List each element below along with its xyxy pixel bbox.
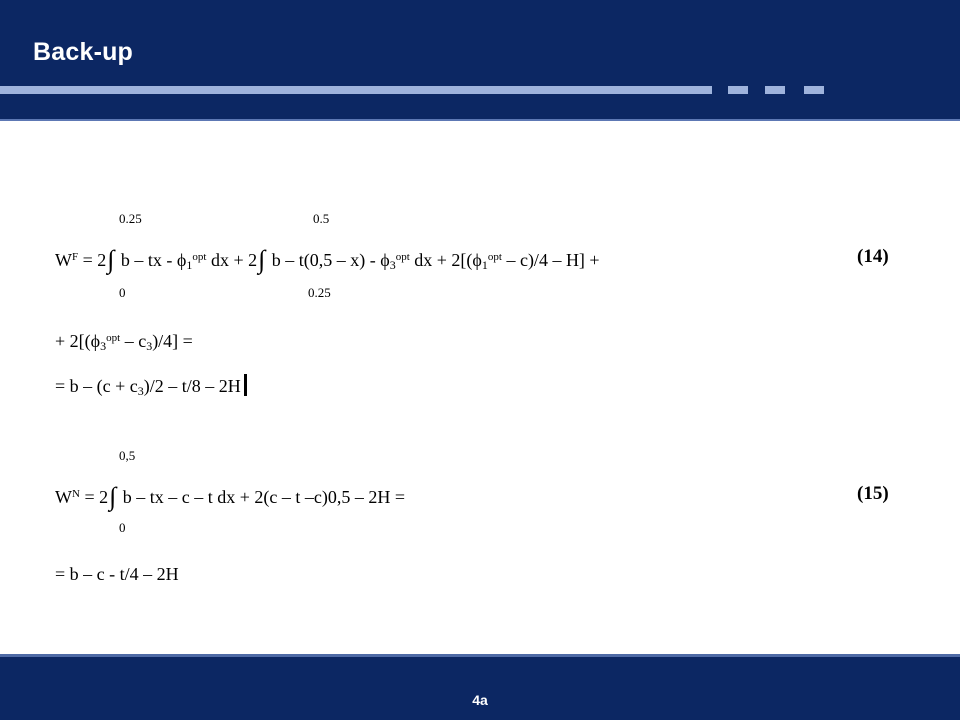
- header-accent-dash: [728, 86, 748, 94]
- equation-text: b – tx - ϕ: [120, 250, 187, 270]
- equation-14-line-1: [55, 245, 600, 274]
- integral-upper-limit: 0.5: [313, 211, 330, 226]
- header-divider: [0, 119, 960, 121]
- integral-sign: ∫: [107, 245, 115, 274]
- integral-sign: ∫: [258, 245, 266, 274]
- integral-upper-limit: 0.25: [119, 211, 142, 226]
- integral-lower-limit: 0: [119, 520, 126, 535]
- subscript: 3: [100, 339, 107, 353]
- header-accent-dash: [804, 86, 824, 94]
- equation-text: – c)/4 – H] +: [506, 250, 600, 270]
- text-cursor: [244, 374, 247, 396]
- slide-header: [0, 0, 960, 121]
- superscript-opt: opt: [192, 251, 207, 263]
- lhs-superscript: N: [72, 488, 80, 500]
- slide-title: Back-up: [33, 38, 134, 66]
- equation-number: (15): [857, 483, 889, 504]
- integral-lower-limit: 0: [119, 285, 126, 300]
- integral-sign: ∫: [109, 482, 117, 511]
- superscript-opt: opt: [106, 332, 121, 344]
- lhs-symbol: W: [55, 487, 72, 507]
- equation-text: dx + 2[(ϕ: [414, 250, 482, 270]
- equation-14-line-3: [55, 374, 247, 396]
- page-number: 4a: [472, 692, 488, 708]
- equation-text: dx + 2: [210, 250, 258, 270]
- lhs-symbol: W: [55, 250, 72, 270]
- equation-text: = 2: [84, 487, 109, 507]
- subscript: 3: [146, 339, 153, 353]
- equation-15-line-1: [55, 482, 405, 511]
- subscript: 3: [137, 384, 144, 398]
- integral-upper-limit: 0,5: [119, 448, 136, 463]
- header-accent-dash: [765, 86, 785, 94]
- subscript: 3: [389, 258, 396, 272]
- integral-lower-limit: 0.25: [308, 285, 331, 300]
- equation-text: )/4] =: [152, 331, 193, 351]
- equation-number: (14): [857, 246, 889, 267]
- equation-14-line-2: [55, 331, 193, 353]
- footer-divider: [0, 654, 960, 657]
- equation-text: + 2[(ϕ: [55, 331, 101, 351]
- lhs-superscript: F: [72, 251, 79, 263]
- equation-text: = 2: [82, 250, 107, 270]
- equation-text: )/2 – t/8 – 2H: [143, 376, 241, 396]
- slide-footer: [0, 654, 960, 720]
- equation-text: b – t(0,5 – x) - ϕ: [271, 250, 390, 270]
- equation-text: b – tx – c – t dx + 2(c – t –c)0,5 – 2H =: [122, 487, 405, 507]
- subscript: 1: [186, 258, 193, 272]
- equation-text: – c: [124, 331, 147, 351]
- equation-15-line-2: = b – c - t/4 – 2H: [55, 564, 179, 584]
- superscript-opt: opt: [487, 251, 502, 263]
- subscript: 1: [481, 258, 488, 272]
- superscript-opt: opt: [395, 251, 410, 263]
- header-accent-stripe: [0, 86, 712, 94]
- equation-text: = b – (c + c: [55, 376, 138, 396]
